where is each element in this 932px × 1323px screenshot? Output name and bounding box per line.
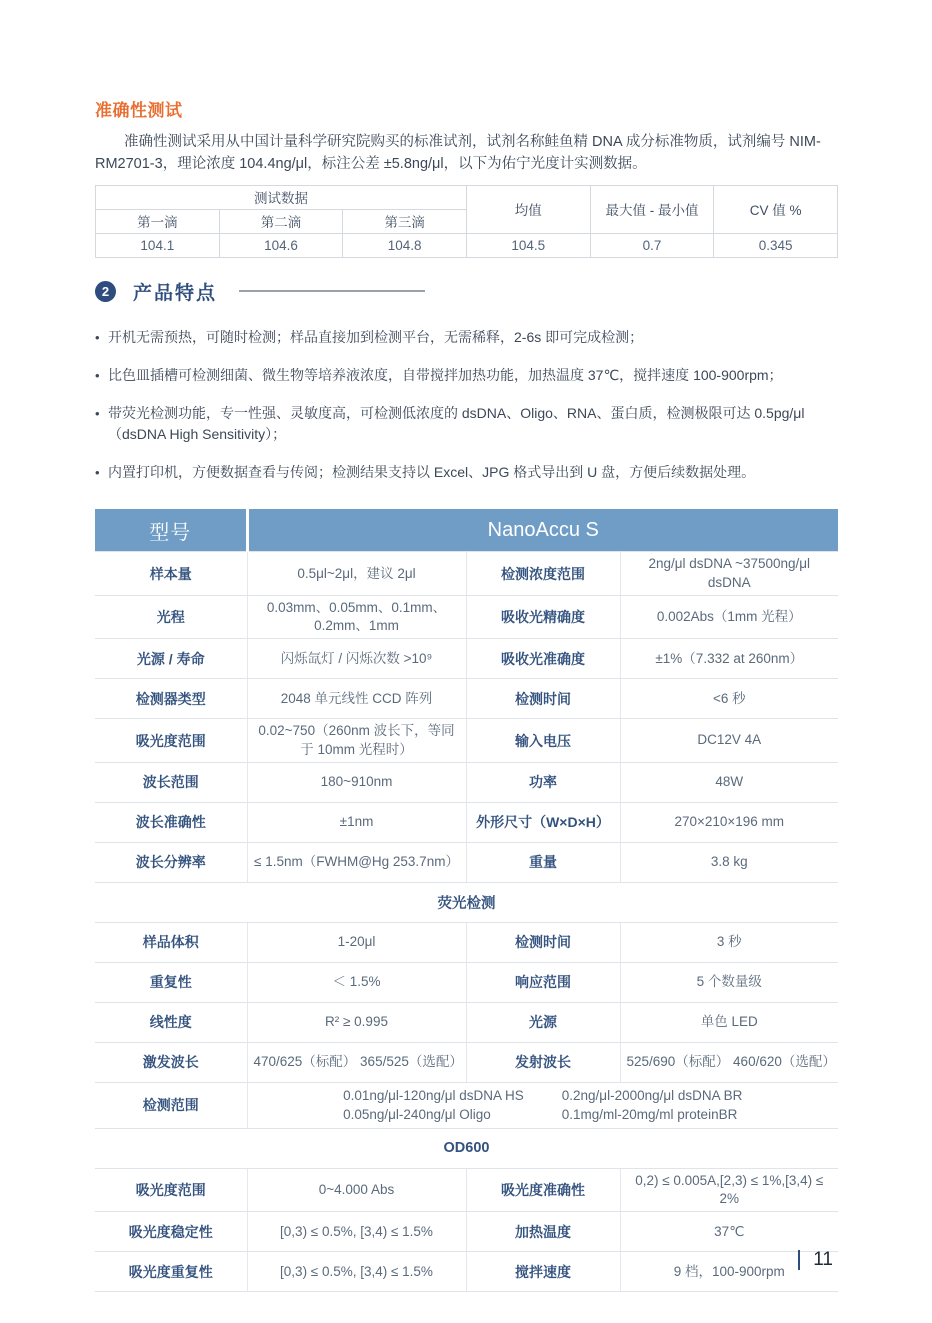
page-content bbox=[95, 0, 838, 1292]
spec-value: 0.5μl~2μl，建议 2μl bbox=[247, 552, 466, 595]
bullet-dot-icon: • bbox=[95, 367, 100, 383]
spec-value: 270×210×196 mm bbox=[620, 802, 838, 842]
spec-row bbox=[95, 922, 838, 962]
spec-value: 0.03mm、0.05mm、0.1mm、0.2mm、1mm bbox=[247, 595, 466, 638]
spec-value: 0.02~750（260nm 波长下，等同于 10mm 光程时） bbox=[247, 719, 466, 762]
spec-row bbox=[95, 1212, 838, 1252]
spec-row bbox=[95, 1042, 838, 1082]
accuracy-value-drop1: 104.1 bbox=[96, 233, 220, 257]
spec-value: 3.8 kg bbox=[620, 842, 838, 882]
spec-row bbox=[95, 1168, 838, 1211]
range-item: 0.2ng/μl-2000ng/μl dsDNA BR bbox=[561, 1087, 743, 1103]
spec-label: 吸光度准确性 bbox=[466, 1168, 620, 1211]
spec-value: 1-20μl bbox=[247, 922, 466, 962]
spec-row bbox=[95, 719, 838, 762]
spec-label: 线性度 bbox=[95, 1002, 247, 1042]
spec-value: 9 档，100-900rpm bbox=[620, 1252, 838, 1292]
feature-bullet-text: 内置打印机，方便数据查看与传阅；检测结果支持以 Excel、JPG 格式导出到 U 盘，方便后续数据处理。 bbox=[108, 463, 756, 480]
spec-value: 0.002Abs（1mm 光程） bbox=[620, 595, 838, 638]
spec-value: 单色 LED bbox=[620, 1002, 838, 1042]
page-number: 11 bbox=[813, 1249, 833, 1270]
spec-label: 吸收光准确度 bbox=[466, 639, 620, 679]
spec-value: DC12V 4A bbox=[620, 719, 838, 762]
accuracy-subheader-drop2: 第二滴 bbox=[219, 209, 343, 233]
accuracy-header-cv: CV 值 % bbox=[714, 185, 838, 233]
accuracy-header-mean: 均值 bbox=[466, 185, 590, 233]
spec-label: 吸光度范围 bbox=[95, 719, 247, 762]
spec-label: 检测范围 bbox=[95, 1082, 247, 1128]
range-item: 0.05ng/μl-240ng/μl Oligo bbox=[343, 1107, 491, 1123]
spec-model-name: NanoAccu S bbox=[247, 509, 838, 552]
spec-label: 外形尺寸（W×D×H） bbox=[466, 802, 620, 842]
accuracy-subheader-drop1: 第一滴 bbox=[96, 209, 220, 233]
spec-label: 发射波长 bbox=[466, 1042, 620, 1082]
spec-header-row bbox=[95, 509, 838, 552]
spec-label: 吸光度稳定性 bbox=[95, 1212, 247, 1252]
accuracy-group-header: 测试数据 bbox=[96, 185, 467, 209]
spec-row bbox=[95, 962, 838, 1002]
bullet-dot-icon: • bbox=[95, 405, 100, 421]
spec-row bbox=[95, 762, 838, 802]
spec-value: 0~4.000 Abs bbox=[247, 1168, 466, 1211]
spec-value: 37℃ bbox=[620, 1212, 838, 1252]
spec-label: 光源 / 寿命 bbox=[95, 639, 247, 679]
spec-value: <6 秒 bbox=[620, 679, 838, 719]
spec-label: 检测浓度范围 bbox=[466, 552, 620, 595]
feature-bullet-text: 带荧光检测功能，专一性强、灵敏度高，可检测低浓度的 dsDNA、Oligo、RNA、蛋白质，检测极限可达 0.5pg/μl（dsDNA High Sensitivity）； bbox=[108, 404, 805, 442]
accuracy-value-mean: 104.5 bbox=[466, 233, 590, 257]
features-section-header bbox=[95, 278, 838, 305]
range-item: 0.1mg/ml-20mg/ml proteinBR bbox=[561, 1107, 738, 1123]
spec-value: 180~910nm bbox=[247, 762, 466, 802]
spec-label: 重复性 bbox=[95, 962, 247, 1002]
spec-value: 闪烁氙灯 / 闪烁次数 >10⁹ bbox=[247, 639, 466, 679]
spec-label: 波长分辨率 bbox=[95, 842, 247, 882]
spec-label: 吸光度范围 bbox=[95, 1168, 247, 1211]
spec-value: 2048 单元线性 CCD 阵列 bbox=[247, 679, 466, 719]
accuracy-values-row bbox=[96, 233, 838, 257]
spec-label: 样本量 bbox=[95, 552, 247, 595]
spec-model-label: 型号 bbox=[95, 509, 247, 552]
page-number-divider bbox=[798, 1250, 800, 1270]
spec-label: 吸光度重复性 bbox=[95, 1252, 247, 1292]
accuracy-value-cv: 0.345 bbox=[714, 233, 838, 257]
spec-value: 3 秒 bbox=[620, 922, 838, 962]
spec-row bbox=[95, 1002, 838, 1042]
spec-value: [0,3) ≤ 0.5%, [3,4) ≤ 1.5% bbox=[247, 1212, 466, 1252]
accuracy-value-maxmin: 0.7 bbox=[590, 233, 714, 257]
accuracy-value-drop3: 104.8 bbox=[343, 233, 467, 257]
spec-value: 0,2) ≤ 0.005A,[2,3) ≤ 1%,[3,4) ≤ 2% bbox=[620, 1168, 838, 1211]
feature-bullet-3 bbox=[95, 403, 838, 445]
spec-table bbox=[95, 509, 838, 1292]
feature-bullet-text: 比色皿插槽可检测细菌、微生物等培养液浓度，自带搅拌加热功能，加热温度 37℃，搅拌速度 100-900rpm； bbox=[108, 366, 783, 383]
spec-value: 470/625（标配） 365/525（选配） bbox=[247, 1042, 466, 1082]
spec-label: 吸收光精确度 bbox=[466, 595, 620, 638]
spec-value: [0,3) ≤ 0.5%, [3,4) ≤ 1.5% bbox=[247, 1252, 466, 1292]
spec-value: ±1nm bbox=[247, 802, 466, 842]
feature-bullet-2 bbox=[95, 365, 838, 386]
spec-value: 2ng/μl dsDNA ~37500ng/μl dsDNA bbox=[620, 552, 838, 595]
detection-range-grid bbox=[254, 1086, 833, 1125]
spec-label: 波长范围 bbox=[95, 762, 247, 802]
accuracy-subheader-drop3: 第三滴 bbox=[343, 209, 467, 233]
spec-row bbox=[95, 552, 838, 595]
spec-value: 48W bbox=[620, 762, 838, 802]
accuracy-header-maxmin: 最大值 - 最小值 bbox=[590, 185, 714, 233]
section-title-rule bbox=[239, 290, 425, 292]
spec-value: 525/690（标配） 460/620（选配） bbox=[620, 1042, 838, 1082]
spec-label: 激发波长 bbox=[95, 1042, 247, 1082]
table-section-od600: OD600 bbox=[95, 1128, 838, 1168]
spec-row bbox=[95, 679, 838, 719]
spec-row bbox=[95, 595, 838, 638]
range-item: 0.01ng/μl-120ng/μl dsDNA HS bbox=[343, 1087, 524, 1103]
page-footer bbox=[798, 1249, 833, 1271]
bullet-dot-icon: • bbox=[95, 329, 100, 345]
accuracy-table bbox=[95, 185, 838, 258]
spec-value-detection-range bbox=[247, 1082, 838, 1128]
spec-row-detection-range bbox=[95, 1082, 838, 1128]
features-bullet-list bbox=[95, 327, 838, 483]
spec-value: R² ≥ 0.995 bbox=[247, 1002, 466, 1042]
spec-row bbox=[95, 639, 838, 679]
spec-label: 检测时间 bbox=[466, 679, 620, 719]
spec-row bbox=[95, 1252, 838, 1292]
feature-bullet-4 bbox=[95, 462, 838, 483]
spec-label: 响应范围 bbox=[466, 962, 620, 1002]
spec-label: 样品体积 bbox=[95, 922, 247, 962]
spec-label: 输入电压 bbox=[466, 719, 620, 762]
spec-value: ±1%（7.332 at 260nm） bbox=[620, 639, 838, 679]
spec-label: 搅拌速度 bbox=[466, 1252, 620, 1292]
spec-label: 波长准确性 bbox=[95, 802, 247, 842]
spec-label: 检测时间 bbox=[466, 922, 620, 962]
spec-label: 光源 bbox=[466, 1002, 620, 1042]
table-section-fluorescence: 荧光检测 bbox=[95, 882, 838, 922]
bullet-dot-icon: • bbox=[95, 464, 100, 480]
spec-label: 加热温度 bbox=[466, 1212, 620, 1252]
spec-section-row bbox=[95, 882, 838, 922]
accuracy-value-drop2: 104.6 bbox=[219, 233, 343, 257]
spec-label: 光程 bbox=[95, 595, 247, 638]
feature-bullet-1 bbox=[95, 327, 838, 348]
spec-value: ≤ 1.5nm（FWHM@Hg 253.7nm） bbox=[247, 842, 466, 882]
features-section-title: 产品特点 bbox=[133, 282, 218, 304]
accuracy-header-row-1 bbox=[96, 185, 838, 209]
section-number-badge-icon: 2 bbox=[95, 281, 116, 302]
spec-row bbox=[95, 802, 838, 842]
spec-value: 5 个数量级 bbox=[620, 962, 838, 1002]
spec-section-row bbox=[95, 1128, 838, 1168]
spec-row bbox=[95, 842, 838, 882]
spec-label: 功率 bbox=[466, 762, 620, 802]
spec-label: 重量 bbox=[466, 842, 620, 882]
feature-bullet-text: 开机无需预热，可随时检测；样品直接加到检测平台，无需稀释，2-6s 即可完成检测； bbox=[108, 328, 644, 345]
accuracy-paragraph: 准确性测试采用从中国计量科学研究院购买的标准试剂，试剂名称鲑鱼精 DNA 成分标准物质，试剂编号 NIM-RM2701-3，理论浓度 104.4ng/μl，标注公差 ±5.8ng/μl，以下为佑宁光度计实测数据。 bbox=[95, 134, 821, 173]
spec-value: ＜ 1.5% bbox=[247, 962, 466, 1002]
spec-label: 检测器类型 bbox=[95, 679, 247, 719]
accuracy-section-title: 准确性测试 bbox=[95, 101, 183, 120]
